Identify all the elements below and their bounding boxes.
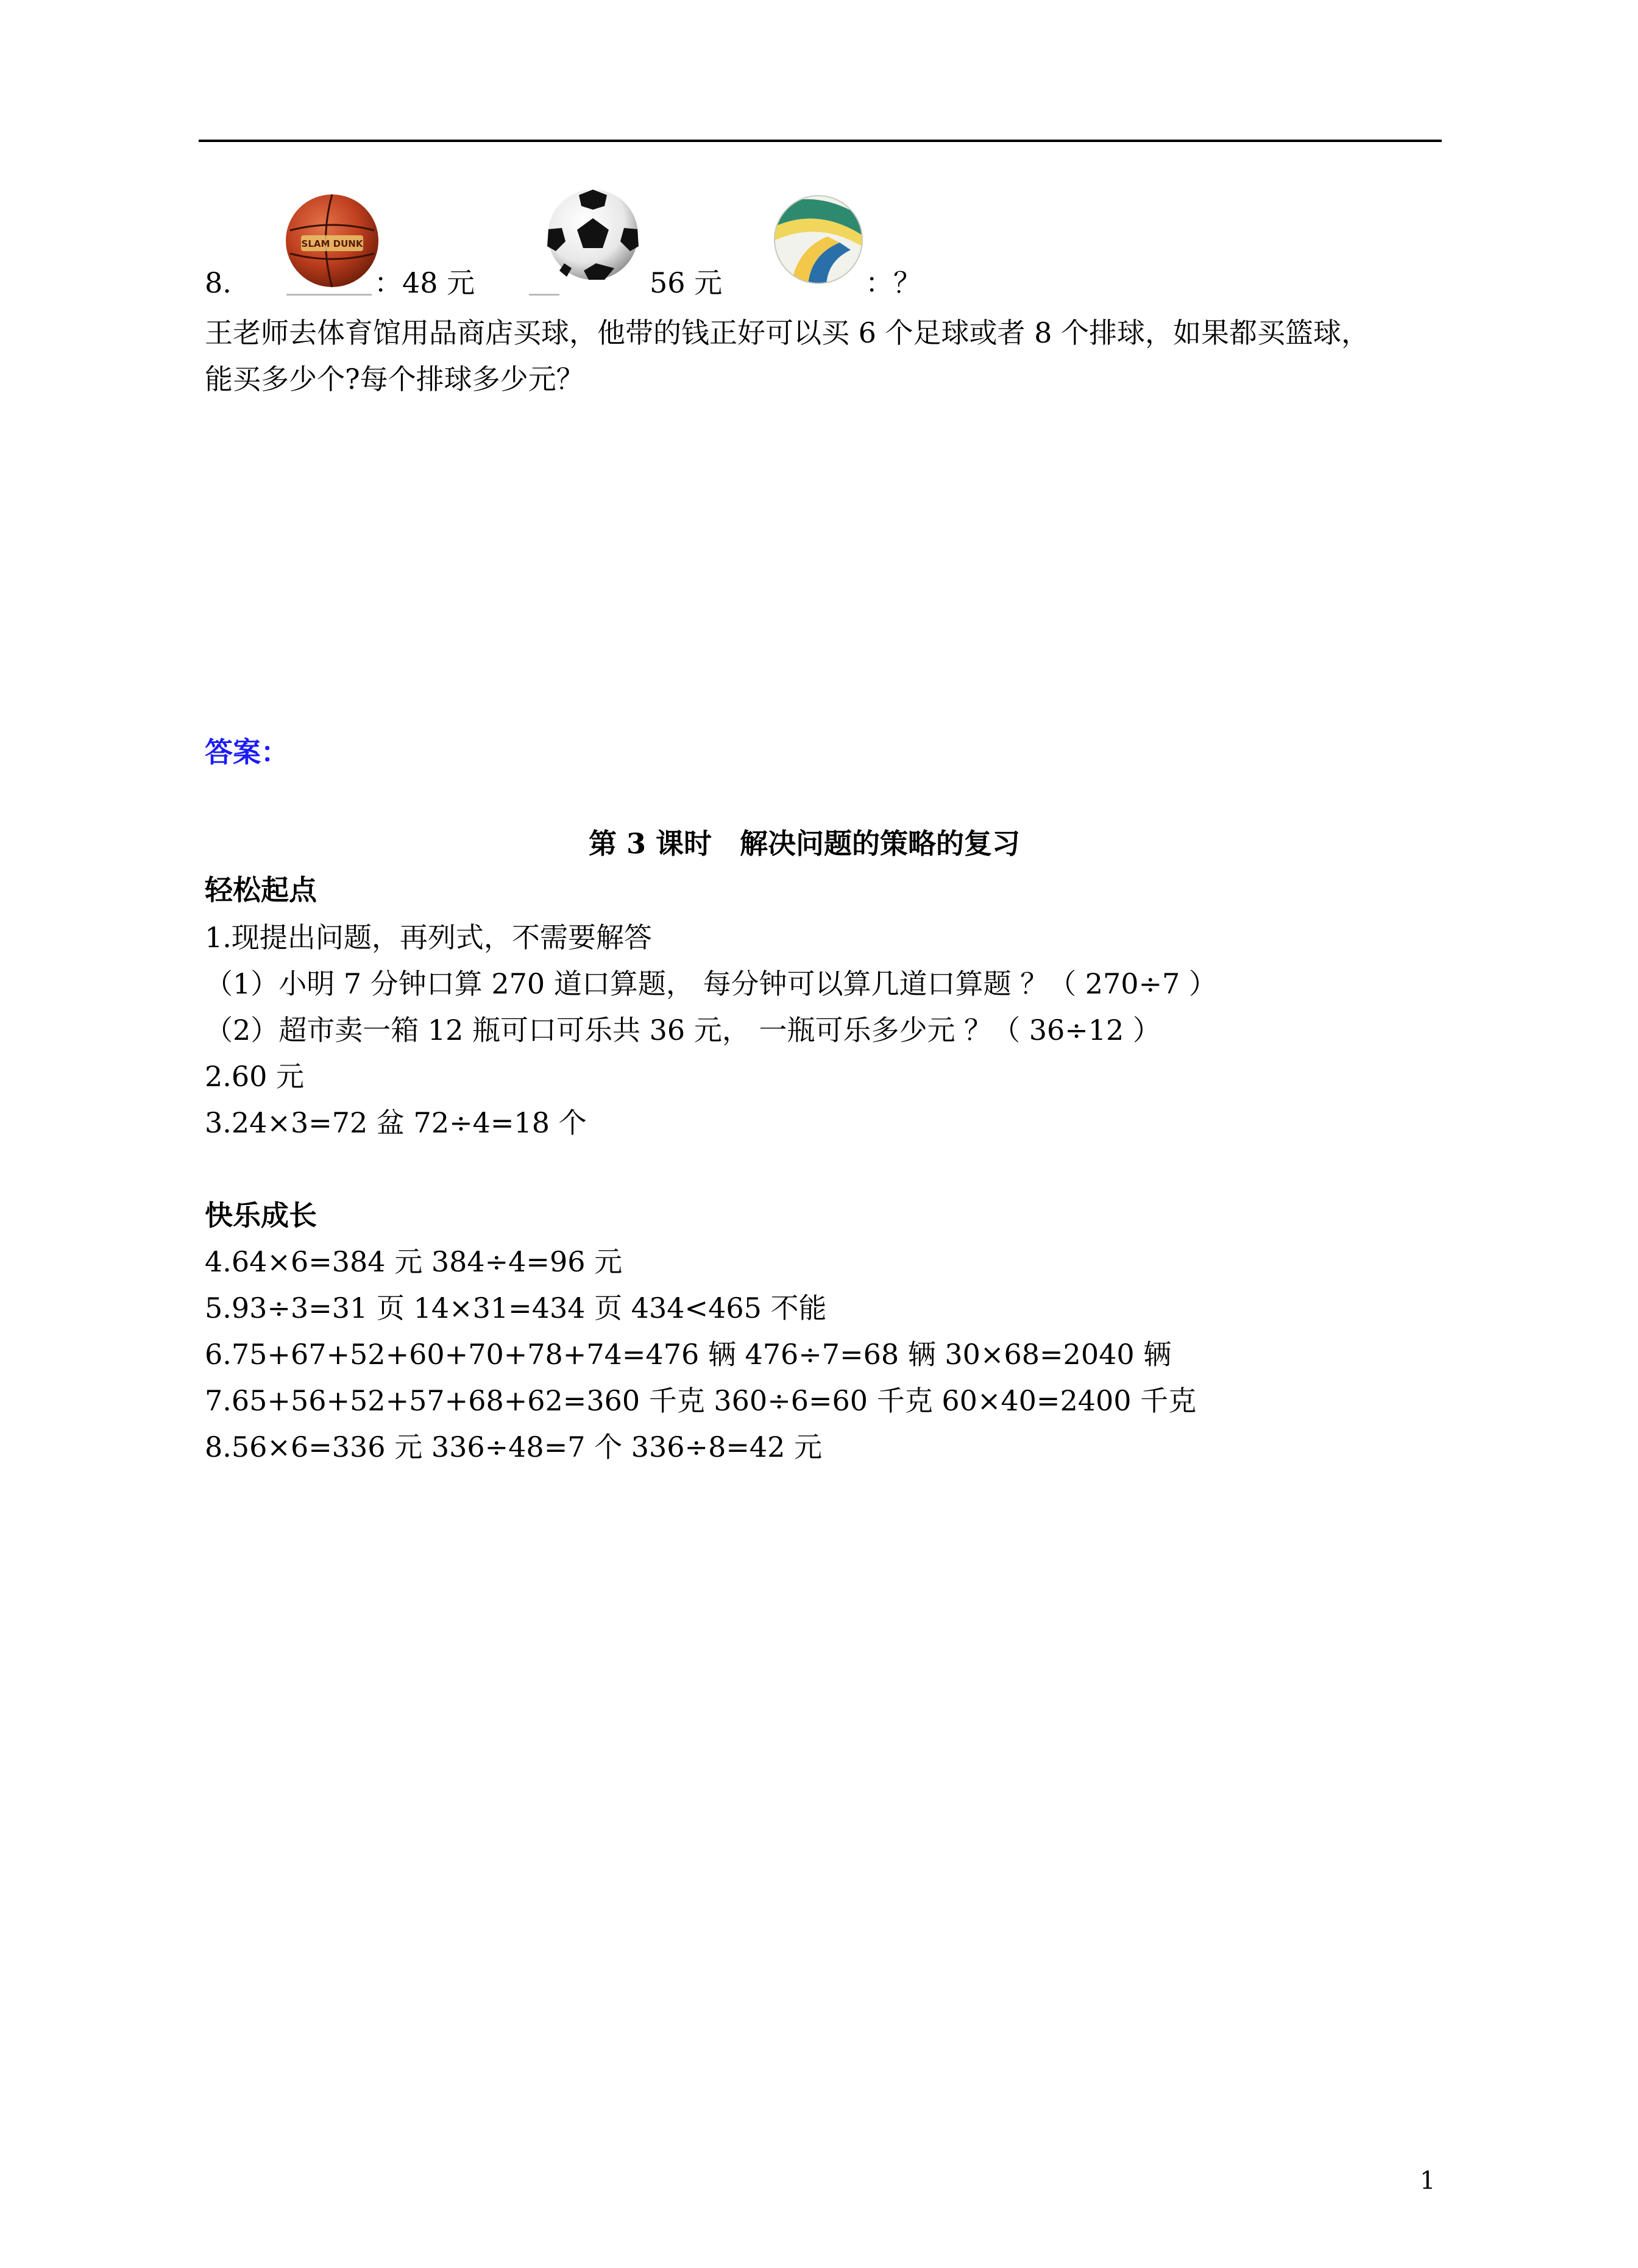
answer-line: 6.75+67+52+60+70+78+74=476 辆 476÷7=68 辆 30×68=2040 辆 — [205, 1338, 1172, 1371]
answer-line: 8.56×6=336 元 336÷48=7 个 336÷8=42 元 — [205, 1431, 823, 1463]
basketball-brand-text: SLAM DUNK — [301, 238, 363, 249]
football-image — [546, 188, 640, 282]
football-price: 56 元 — [650, 266, 723, 299]
answer-line: 1.现提出问题，再列式，不需要解答 — [205, 921, 652, 954]
basketball-image — [284, 193, 380, 289]
header-rule — [199, 140, 1442, 142]
question-number: 8. — [205, 266, 232, 299]
answer-line: 4.64×6=384 元 384÷4=96 元 — [205, 1245, 623, 1278]
answer-line: （1）小明 7 分钟口算 270 道口算题， 每分钟可以算几道口算题 ？（ 270÷7 ） — [205, 967, 1217, 1000]
section-heading-happy-growth: 快乐成长 — [205, 1199, 317, 1232]
question-line-2: 能买多少个?每个排球多少元？ — [205, 363, 584, 396]
answer-line: 2.60 元 — [205, 1060, 305, 1093]
answer-line: 3.24×3=72 盆 72÷4=18 个 — [205, 1106, 587, 1139]
basketball-price: ：48 元 — [374, 266, 475, 299]
answer-line: 5.93÷3=31 页 14×31=434 页 434<465 不能 — [205, 1292, 827, 1324]
page-number: 1 — [1420, 2167, 1436, 2195]
question-line-1: 王老师去体育馆用品商店买球，他带的钱正好可以买 6 个足球或者 8 个排球，如果都买篮球， — [205, 316, 1370, 349]
answer-line: 7.65+56+52+57+68+62=360 千克 360÷6=60 千克 60×40=2400 千克 — [205, 1384, 1197, 1417]
section-heading-easy-start: 轻松起点 — [205, 873, 317, 906]
lesson-title: 第 3 课时 解决问题的策略的复习 — [589, 827, 1021, 860]
answer-label: 答案： — [205, 736, 289, 769]
volleyball-price: ：？ — [865, 266, 921, 299]
volleyball-image — [773, 194, 864, 285]
football-underline — [529, 294, 559, 296]
answer-line: （2）超市卖一箱 12 瓶可口可乐共 36 元， 一瓶可乐多少元 ？（ 36÷12 ） — [205, 1014, 1161, 1047]
basketball-underline — [286, 294, 372, 296]
